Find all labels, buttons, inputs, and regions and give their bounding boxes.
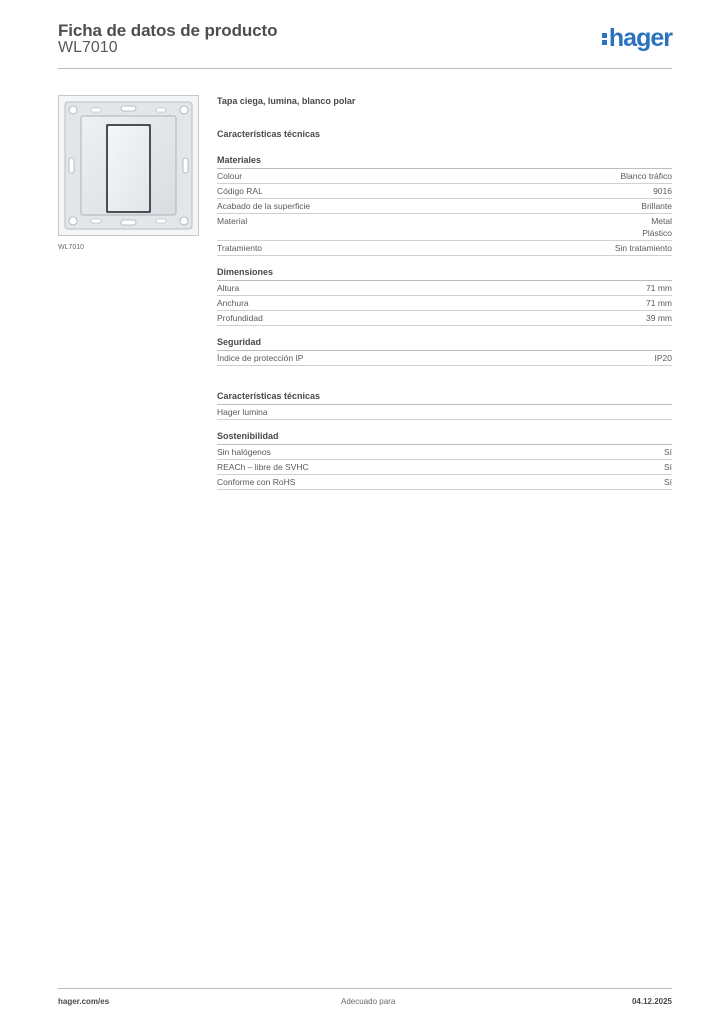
spec-row	[217, 475, 672, 490]
spec-row	[217, 241, 672, 256]
section-heading-materiales: Materiales	[217, 154, 672, 169]
tech-characteristics-title: Características técnicas	[217, 129, 321, 139]
spec-row	[217, 214, 672, 241]
hager-logo	[602, 24, 672, 53]
blank-cover-plate-image	[59, 96, 198, 235]
spec-row	[217, 405, 672, 420]
product-image	[58, 95, 199, 236]
product-reference: WL7010	[58, 39, 118, 56]
spec-value: Blanco tráfico	[620, 171, 672, 181]
footer-suitable-for: Adecuado para	[341, 997, 396, 1006]
spec-label: Índice de protección IP	[217, 353, 304, 363]
spec-label: Colour	[217, 171, 243, 181]
spec-value: 39 mm	[646, 313, 672, 323]
document-title: Ficha de datos de producto	[58, 21, 278, 40]
logo-text: hager	[608, 24, 672, 52]
section-heading-tech: Características técnicas	[217, 390, 672, 405]
spec-label: Conforme con RoHS	[217, 477, 296, 487]
footer-website: hager.com/es	[58, 997, 110, 1006]
spec-value: Brillante	[641, 201, 672, 211]
spec-label: Tratamiento	[217, 243, 263, 253]
spec-label: Anchura	[217, 298, 249, 308]
spec-value: Sí	[663, 462, 672, 472]
spec-label: Sin halógenos	[217, 447, 271, 457]
spec-label: Profundidad	[217, 313, 263, 323]
spec-row	[217, 445, 672, 460]
spec-label: Altura	[217, 283, 240, 293]
logo-dots-icon	[602, 29, 608, 47]
spec-value: 71 mm	[646, 298, 672, 308]
spec-row	[217, 351, 672, 366]
spec-value: 71 mm	[646, 283, 672, 293]
spec-label: Hager lumina	[217, 407, 268, 417]
spec-label: Acabado de la superficie	[217, 201, 311, 211]
spec-row	[217, 199, 672, 214]
product-description: Tapa ciega, lumina, blanco polar	[217, 96, 356, 106]
spec-row	[217, 169, 672, 184]
spec-value: 9016	[653, 186, 672, 196]
header-divider	[58, 68, 672, 69]
page-header	[58, 20, 672, 70]
spec-row	[217, 281, 672, 296]
footer-date: 04.12.2025	[631, 997, 672, 1006]
spec-value: Sí	[663, 447, 672, 457]
spec-row	[217, 184, 672, 199]
section-heading-seguridad: Seguridad	[217, 336, 672, 351]
spec-value-line: Metal	[651, 216, 672, 226]
spec-value: Sin tratamiento	[614, 243, 672, 253]
spec-row	[217, 460, 672, 475]
spec-value-line: Plástico	[642, 228, 672, 238]
section-heading-dimensiones: Dimensiones	[217, 266, 672, 281]
image-caption: WL7010	[58, 244, 85, 251]
spec-value-multi	[642, 215, 672, 239]
spec-value: IP20	[654, 353, 672, 363]
spec-row	[217, 296, 672, 311]
spec-value: Sí	[663, 477, 672, 487]
spec-label: Material	[217, 216, 248, 226]
section-heading-sostenibilidad: Sostenibilidad	[217, 430, 672, 445]
product-spec-content	[217, 95, 672, 490]
spec-label: REACh – libre de SVHC	[217, 462, 309, 472]
footer-divider	[58, 988, 672, 989]
spec-row	[217, 311, 672, 326]
spec-label: Código RAL	[217, 186, 263, 196]
